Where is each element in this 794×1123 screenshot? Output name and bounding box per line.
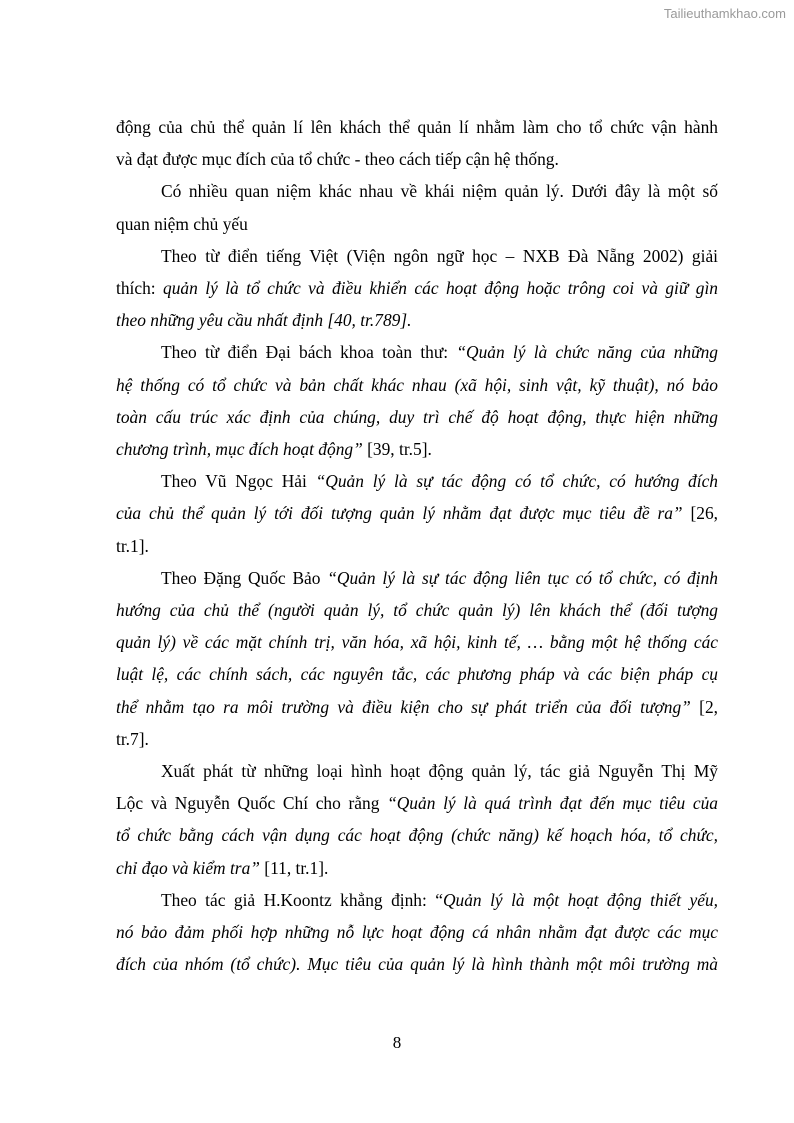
text-run: Theo tác giả H.Koontz khẳng định: “ (161, 889, 443, 910)
quote-text: đích của nhóm (tổ chức). Mục tiêu của quản lý là hình thành một môi trường mà (116, 954, 718, 975)
quote-text: “Quản lý là sự tác động có tổ chức, có hướng đích (315, 471, 718, 492)
citation: [26, (682, 503, 718, 524)
quote-text: luật lệ, các chính sách, các nguyên tắc, các phương pháp và các biện pháp cụ (116, 664, 718, 685)
paragraph-7 (116, 755, 718, 884)
quote-text: “Quản lý là sự tác động liên tục có tổ chức, có định (327, 567, 718, 588)
text-run: Theo Vũ Ngọc Hải (161, 471, 316, 492)
paragraph-1 (116, 111, 718, 175)
quote-text: chương trình, mục đích hoạt động” (116, 439, 363, 460)
citation: [2, (690, 696, 718, 717)
quote-text: theo những yêu cầu nhất định [40, tr.789]. (116, 310, 412, 331)
text-line: Xuất phát từ những loại hình hoạt động quản lý, tác giả Nguyễn Thị Mỹ (161, 761, 718, 782)
text-line (116, 465, 718, 497)
text-line: động của chủ thể quản lí lên khách thể quản lí nhằm làm cho tổ chức vận hành (116, 117, 718, 137)
text-line: và đạt được mục đích của tổ chức - theo cách tiếp cận hệ thống. (116, 149, 559, 170)
text-run: thích: (116, 278, 164, 299)
text-line (116, 433, 718, 465)
quote-text: hướng của chủ thể (người quản lý, tổ chức quản lý) lên khách thể (đối tượng (116, 600, 718, 621)
text-line: tr.7]. (116, 728, 149, 749)
citation: [39, tr.5]. (362, 439, 432, 460)
text-line (116, 369, 718, 401)
quote-text: thể nhằm tạo ra môi trường và điều kiện cho sự phát triển của đối tượng” (116, 696, 691, 717)
text-line (116, 336, 718, 368)
text-line (116, 884, 718, 916)
text-line (116, 852, 718, 884)
quote-text: quản lý) về các mặt chính trị, văn hóa, xã hội, kinh tế, … bằng một hệ thống các (116, 632, 718, 653)
text-line (116, 948, 718, 980)
paragraph-3 (116, 240, 718, 337)
text-line (116, 272, 718, 304)
text-line (116, 691, 718, 723)
text-line (116, 916, 718, 948)
text-line (116, 787, 718, 819)
quote-text: hệ thống có tổ chức và bản chất khác nhau (xã hội, sinh vật, kỹ thuật), nó bảo (116, 374, 718, 395)
text-run: Theo từ điển Đại bách khoa toàn thư: (161, 342, 457, 363)
text-line (116, 594, 718, 626)
quote-text: “Quản lý là chức năng của những (456, 342, 718, 363)
text-line: Có nhiều quan niệm khác nhau về khái niệm quản lý. Dưới đây là một số (161, 181, 718, 202)
page-body (116, 111, 718, 980)
paragraph-6 (116, 562, 718, 755)
text-line (116, 626, 718, 658)
quote-text: nó bảo đảm phối hợp những nỗ lực hoạt động cá nhân nhằm đạt được các mục (116, 922, 718, 943)
quote-text: toàn cấu trúc xác định của chúng, duy trì chế độ hoạt động, thực hiện những (116, 406, 718, 427)
text-line (116, 401, 718, 433)
quote-text: “Quản lý là quá trình đạt đến mục tiêu của (387, 793, 718, 814)
watermark: Tailieuthamkhao.com (663, 6, 786, 21)
page-number: 8 (392, 1033, 402, 1052)
text-line (116, 497, 718, 529)
quote-text: Quản lý là một hoạt động thiết yếu, (442, 889, 718, 910)
paragraph-4 (116, 336, 718, 465)
text-line (116, 304, 718, 336)
text-run: Theo Đặng Quốc Bảo (161, 567, 328, 588)
text-run: Lộc và Nguyễn Quốc Chí cho rằng (116, 793, 388, 814)
paragraph-5 (116, 465, 718, 562)
quote-text: tổ chức bằng cách vận dụng các hoạt động (chức năng) kế hoạch hóa, tổ chức, (116, 825, 718, 846)
paragraph-8 (116, 884, 718, 981)
quote-text: quản lý là tổ chức và điều khiển các hoạt động hoặc trông coi và giữ gìn (163, 278, 718, 299)
quote-text: của chủ thể quản lý tới đối tượng quản lý nhằm đạt được mục tiêu đề ra” (116, 503, 683, 524)
quote-text: chỉ đạo và kiểm tra” (116, 857, 260, 878)
text-line (116, 658, 718, 690)
text-line: quan niệm chủ yếu (116, 213, 248, 234)
citation: [11, tr.1]. (259, 857, 329, 878)
paragraph-2 (116, 175, 718, 239)
text-line (116, 819, 718, 851)
text-line: tr.1]. (116, 535, 149, 556)
text-line (116, 562, 718, 594)
text-line: Theo từ điển tiếng Việt (Viện ngôn ngữ học – NXB Đà Nẵng 2002) giải (161, 245, 718, 266)
